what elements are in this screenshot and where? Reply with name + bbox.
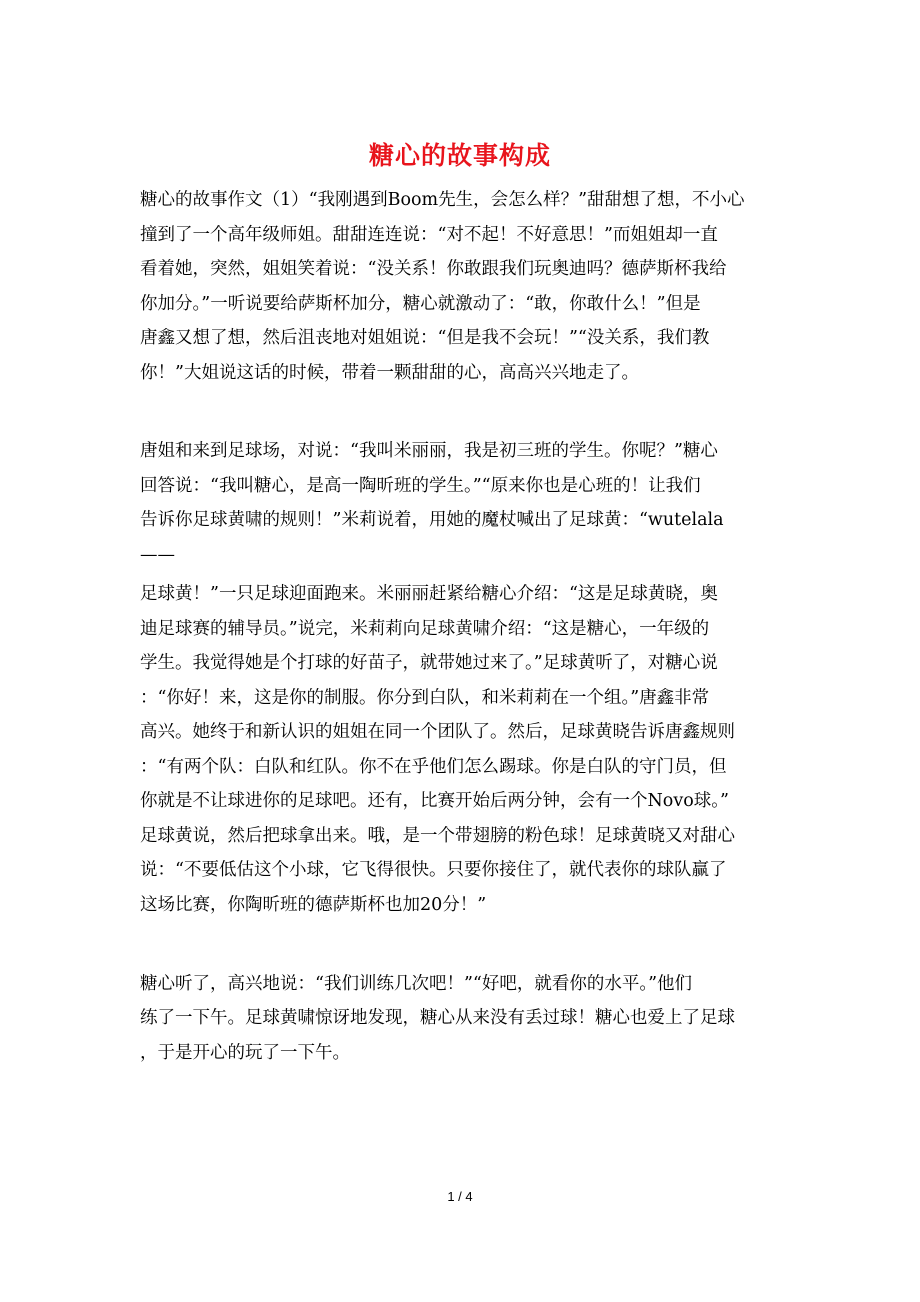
paragraph-2-line-10: ：“有两个队：白队和红队。你不在乎他们怎么踢球。你是白队的守门员，但 bbox=[140, 757, 727, 777]
paragraph-2-line-11: 你就是不让球进你的足球吧。还有，比赛开始后两分钟，会有一个Novo球。” bbox=[140, 791, 729, 811]
paragraph-2-line-5: 足球黄！”一只足球迎面跑来。米丽丽赶紧给糖心介绍：“这是足球黄晓，奥 bbox=[140, 584, 718, 604]
paragraph-3-line-2: 练了一下午。足球黄啸惊讶地发现，糖心从来没有丢过球！糖心也爱上了足球 bbox=[140, 1008, 735, 1028]
paragraph-2-line-1: 唐姐和来到足球场，对说：“我叫米丽丽，我是初三班的学生。你呢？”糖心 bbox=[140, 441, 718, 461]
paragraph-2-line-2: 回答说：“我叫糖心，是高一陶昕班的学生。”“原来你也是心班的！让我们 bbox=[140, 476, 701, 496]
paragraph-1-line-5: 唐鑫又想了想，然后沮丧地对姐姐说：“但是我不会玩！”“没关系，我们教 bbox=[140, 328, 710, 348]
paragraph-1-line-2: 撞到了一个高年级师姐。甜甜连连说：“对不起！不好意思！”而姐姐却一直 bbox=[140, 225, 718, 245]
paragraph-2-line-6: 迪足球赛的辅导员。”说完，米莉莉向足球黄啸介绍：“这是糖心，一年级的 bbox=[140, 619, 710, 639]
paragraph-1-line-4: 你加分。”一听说要给萨斯杯加分，糖心就激动了：“敢，你敢什么！”但是 bbox=[140, 294, 701, 314]
paragraph-2-line-3: 告诉你足球黄啸的规则！”米莉说着，用她的魔杖喊出了足球黄：“wutelala bbox=[140, 510, 724, 530]
page-title: 糖心的故事构成 bbox=[368, 141, 551, 170]
paragraph-3-line-3: ，于是开心的玩了一下午。 bbox=[140, 1043, 350, 1063]
paragraph-2-line-14: 这场比赛，你陶昕班的德萨斯杯也加20分！” bbox=[140, 895, 487, 915]
paragraph-2-line-4: —— bbox=[140, 545, 175, 565]
paragraph-1-line-6: 你！”大姐说这话的时候，带着一颗甜甜的心，高高兴兴地走了。 bbox=[140, 363, 639, 383]
paragraph-1-line-1: 糖心的故事作文（1）“我刚遇到Boom先生，会怎么样？”甜甜想了想，不小心 bbox=[140, 190, 745, 210]
paragraph-3-line-1: 糖心听了，高兴地说：“我们训练几次吧！”“好吧，就看你的水平。”他们 bbox=[140, 974, 693, 994]
paragraph-2-line-12: 足球黄说，然后把球拿出来。哦，是一个带翅膀的粉色球！足球黄晓又对甜心 bbox=[140, 826, 735, 846]
page-number: 1 / 4 bbox=[447, 1189, 473, 1204]
paragraph-2-line-9: 高兴。她终于和新认识的姐姐在同一个团队了。然后，足球黄晓告诉唐鑫规则 bbox=[140, 722, 735, 742]
paragraph-2-line-7: 学生。我觉得她是个打球的好苗子，就带她过来了。”足球黄听了，对糖心说 bbox=[140, 653, 718, 673]
paragraph-1-line-3: 看着她，突然，姐姐笑着说：“没关系！你敢跟我们玩奥迪吗？德萨斯杯我给 bbox=[140, 259, 727, 279]
paragraph-2-line-13: 说：“不要低估这个小球，它飞得很快。只要你接住了，就代表你的球队赢了 bbox=[140, 860, 727, 880]
paragraph-2-line-8: ：“你好！来，这是你的制服。你分到白队，和米莉莉在一个组。”唐鑫非常 bbox=[140, 688, 710, 708]
